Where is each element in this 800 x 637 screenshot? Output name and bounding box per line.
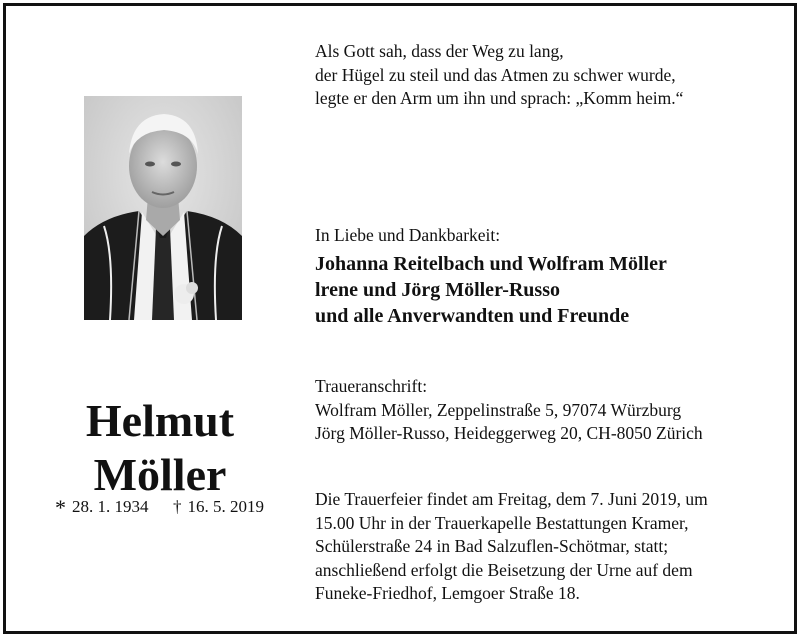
address-line: Wolfram Möller, Zeppelinstraße 5, 97074 Würzburg bbox=[315, 399, 682, 420]
poem bbox=[315, 40, 683, 111]
mourners-intro: In Liebe und Dankbarkeit: bbox=[315, 225, 501, 245]
mourner-name: und alle Anverwandten und Freunde bbox=[315, 305, 630, 327]
address-line: Jörg Möller-Russo, Heideggerweg 20, CH-8050 Zürich bbox=[315, 423, 703, 443]
funeral-service-info bbox=[315, 488, 708, 606]
service-line: Funeke-Friedhof, Lemgoer Straße 18. bbox=[315, 583, 580, 603]
death-date: 16. 5. 2019 bbox=[187, 497, 264, 516]
birth-symbol: * bbox=[55, 495, 66, 520]
mourner-name: lrene und Jörg Möller-Russo bbox=[315, 279, 560, 301]
service-line: Schülerstraße 24 in Bad Salzuflen-Schötmar, statt; bbox=[315, 536, 669, 556]
portrait-photo bbox=[84, 96, 242, 320]
poem-line: der Hügel zu steil und das Atmen zu schwer wurde, bbox=[315, 64, 676, 85]
deceased-last-name: Möller bbox=[93, 449, 227, 500]
service-line: 15.00 Uhr in der Trauerkapelle Bestattungen Kramer, bbox=[315, 512, 689, 533]
deceased-first-name: Helmut bbox=[85, 395, 235, 446]
mourner-name: Johanna Reitelbach und Wolfram Möller bbox=[315, 253, 667, 275]
address-label: Traueranschrift: bbox=[315, 376, 428, 396]
birth-date: 28. 1. 1934 bbox=[72, 497, 149, 516]
poem-line: Als Gott sah, dass der Weg zu lang, bbox=[315, 41, 564, 61]
poem-line: legte er den Arm um ihn und sprach: „Komm heim.“ bbox=[315, 88, 684, 108]
death-date-line bbox=[173, 497, 264, 517]
birth-date-line bbox=[55, 497, 149, 518]
service-line: Die Trauerfeier findet am Freitag, dem 7. Juni 2019, um bbox=[315, 489, 708, 509]
mourning-address bbox=[315, 375, 703, 446]
mourners-list bbox=[315, 251, 667, 329]
death-symbol: † bbox=[173, 497, 182, 516]
service-line: anschließend erfolgt die Beisetzung der Urne auf dem bbox=[315, 559, 693, 580]
